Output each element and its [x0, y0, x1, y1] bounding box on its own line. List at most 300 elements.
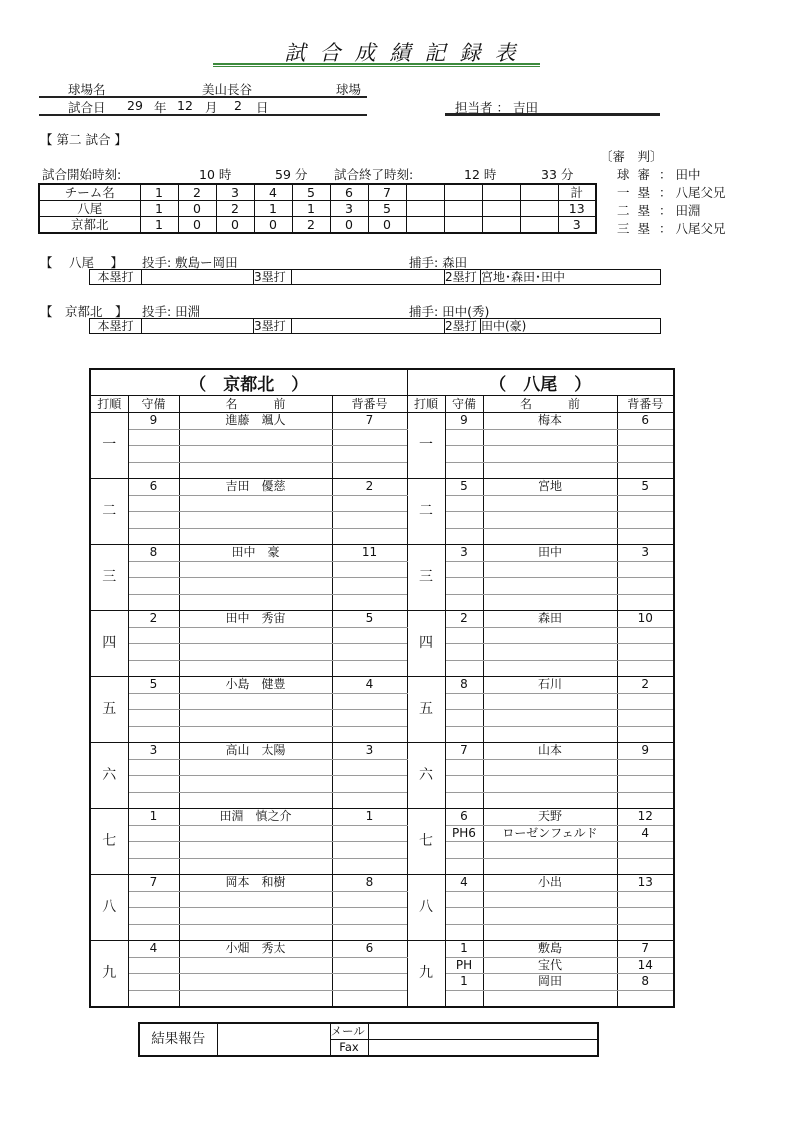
left-uniform-number: 7	[332, 413, 407, 430]
left-player-name: 小畑 秀太	[179, 941, 332, 958]
start-hour: 10 時	[199, 167, 232, 182]
left-player-name: 進藤 颯人	[179, 413, 332, 430]
right-uniform-number	[617, 528, 674, 545]
right-uniform-number: 4	[617, 825, 674, 842]
result-report	[138, 1022, 599, 1057]
lineup-subrow	[90, 891, 674, 908]
inning-score	[482, 217, 520, 234]
right-uniform-number	[617, 594, 674, 611]
left-player-name	[179, 825, 332, 842]
home-run-label: 本塁打	[90, 319, 142, 334]
inning-score: 1	[140, 201, 178, 217]
inning-header: 4	[254, 184, 292, 201]
right-uniform-number: 7	[617, 941, 674, 958]
right-player-name	[483, 660, 617, 677]
right-uniform-number	[617, 462, 674, 479]
left-position: 4	[128, 941, 179, 958]
col-position: 守備	[445, 396, 483, 413]
right-player-name: 石川	[483, 677, 617, 694]
batting-order: 五	[90, 677, 128, 743]
right-player-name	[483, 495, 617, 512]
inning-score: 2	[216, 201, 254, 217]
right-player-name	[483, 594, 617, 611]
right-position	[445, 495, 483, 512]
left-player-name	[179, 660, 332, 677]
left-uniform-number	[332, 759, 407, 776]
inning-score: 3	[330, 201, 368, 217]
inning-header: 2	[178, 184, 216, 201]
inning-score	[520, 201, 558, 217]
right-uniform-number: 3	[617, 545, 674, 562]
right-player-name	[483, 528, 617, 545]
manager-underline	[445, 113, 660, 116]
lineup-subrow	[90, 825, 674, 842]
right-position: 9	[445, 413, 483, 430]
right-uniform-number: 14	[617, 957, 674, 974]
inning-score: 0	[330, 217, 368, 234]
left-player-name: 田中 秀宙	[179, 611, 332, 628]
right-player-name	[483, 644, 617, 661]
left-player-name: 小島 健豊	[179, 677, 332, 694]
triple-value	[292, 270, 445, 285]
inning-score: 1	[292, 201, 330, 217]
right-uniform-number	[617, 495, 674, 512]
date-label: 試合日	[68, 100, 106, 115]
inning-score	[406, 201, 444, 217]
inning-header	[444, 184, 482, 201]
right-position: 3	[445, 545, 483, 562]
left-player-name	[179, 561, 332, 578]
right-uniform-number: 12	[617, 809, 674, 826]
start-minute: 59 分	[275, 167, 308, 182]
lineup-subrow	[90, 512, 674, 529]
right-uniform-number	[617, 710, 674, 727]
right-player-name	[483, 792, 617, 809]
right-position: PH	[445, 957, 483, 974]
double-value: 宮地･森田･田中	[481, 270, 661, 285]
batting-order: 七	[90, 809, 128, 875]
left-player-name	[179, 446, 332, 463]
left-player-name	[179, 462, 332, 479]
right-player-name	[483, 842, 617, 859]
lineup-subrow	[90, 545, 674, 562]
home-run-value	[142, 270, 254, 285]
umpires-title: 〔審 判〕	[600, 149, 663, 164]
left-uniform-number	[332, 644, 407, 661]
right-uniform-number	[617, 842, 674, 859]
left-uniform-number	[332, 792, 407, 809]
right-position: 7	[445, 743, 483, 760]
left-player-name	[179, 528, 332, 545]
left-position	[128, 792, 179, 809]
right-player-name	[483, 858, 617, 875]
batting-order: 八	[407, 875, 445, 941]
right-position	[445, 759, 483, 776]
left-position	[128, 891, 179, 908]
lineup-subrow	[90, 446, 674, 463]
col-number: 背番号	[617, 396, 674, 413]
right-team-header: （ 八尾 ）	[407, 369, 674, 396]
right-player-name: 梅本	[483, 413, 617, 430]
right-player-name	[483, 693, 617, 710]
left-uniform-number: 1	[332, 809, 407, 826]
inning-score: 1	[254, 201, 292, 217]
left-player-name: 岡本 和樹	[179, 875, 332, 892]
mail-label: メール	[330, 1023, 368, 1040]
batting-order: 六	[90, 743, 128, 809]
total-score: 3	[558, 217, 596, 234]
inning-score	[520, 217, 558, 234]
left-uniform-number	[332, 726, 407, 743]
right-player-name	[483, 446, 617, 463]
right-position	[445, 561, 483, 578]
end-hour: 12 時	[464, 167, 497, 182]
left-player-name	[179, 891, 332, 908]
lineup-subrow	[90, 726, 674, 743]
left-uniform-number	[332, 957, 407, 974]
left-position	[128, 825, 179, 842]
total-score: 13	[558, 201, 596, 217]
lineup-subrow	[90, 776, 674, 793]
right-player-name	[483, 776, 617, 793]
left-player-name	[179, 594, 332, 611]
inning-score	[482, 201, 520, 217]
left-uniform-number	[332, 594, 407, 611]
left-uniform-number: 3	[332, 743, 407, 760]
left-position	[128, 627, 179, 644]
inning-score	[406, 217, 444, 234]
umpire-name: ： 八尾父兄	[659, 185, 726, 200]
col-name: 名 前	[483, 396, 617, 413]
inning-score: 0	[254, 217, 292, 234]
lineup-subrow	[90, 495, 674, 512]
left-position	[128, 957, 179, 974]
date-day-unit: 日	[256, 100, 269, 115]
right-position	[445, 627, 483, 644]
right-player-name: 小出	[483, 875, 617, 892]
left-uniform-number	[332, 627, 407, 644]
left-player-name	[179, 644, 332, 661]
left-position: 8	[128, 545, 179, 562]
lineup-subrow	[90, 759, 674, 776]
right-player-name	[483, 990, 617, 1007]
col-name: 名 前	[179, 396, 332, 413]
batting-order: 四	[90, 611, 128, 677]
right-uniform-number: 5	[617, 479, 674, 496]
left-position: 1	[128, 809, 179, 826]
left-position	[128, 446, 179, 463]
triple-label: 3塁打	[254, 319, 292, 334]
right-player-name	[483, 512, 617, 529]
left-player-name: 高山 太陽	[179, 743, 332, 760]
hits-table	[89, 269, 661, 285]
right-position: 1	[445, 941, 483, 958]
left-player-name	[179, 908, 332, 925]
right-player-name: 岡田	[483, 974, 617, 991]
lineup-subrow	[90, 743, 674, 760]
inning-header: 5	[292, 184, 330, 201]
team-name: 京都北	[39, 217, 140, 234]
left-position	[128, 842, 179, 859]
ballpark-name: 美山長谷	[202, 82, 253, 97]
right-player-name	[483, 578, 617, 595]
right-player-name	[483, 726, 617, 743]
end-time-label: 試合終了時刻:	[334, 167, 414, 182]
date-year: 29	[127, 98, 143, 113]
right-uniform-number: 13	[617, 875, 674, 892]
right-uniform-number	[617, 726, 674, 743]
left-position: 3	[128, 743, 179, 760]
batting-order: 三	[407, 545, 445, 611]
right-uniform-number	[617, 858, 674, 875]
right-player-name: 山本	[483, 743, 617, 760]
left-position: 5	[128, 677, 179, 694]
umpire-role: 球 審	[617, 167, 652, 182]
lineup-subrow	[90, 990, 674, 1007]
left-player-name	[179, 842, 332, 859]
lineup-subrow	[90, 660, 674, 677]
right-position: 1	[445, 974, 483, 991]
inning-score: 0	[178, 201, 216, 217]
left-player-name	[179, 429, 332, 446]
right-position	[445, 792, 483, 809]
double-value: 田中(豪)	[481, 319, 661, 334]
date-year-unit: 年	[154, 100, 167, 115]
inning-header: 7	[368, 184, 406, 201]
triple-value	[292, 319, 445, 334]
left-uniform-number: 11	[332, 545, 407, 562]
fax-field[interactable]	[368, 1040, 598, 1057]
inning-score	[444, 201, 482, 217]
right-position	[445, 908, 483, 925]
left-position: 7	[128, 875, 179, 892]
lineup-subrow	[90, 611, 674, 628]
right-position	[445, 693, 483, 710]
batting-order: 八	[90, 875, 128, 941]
right-uniform-number	[617, 891, 674, 908]
right-player-name	[483, 924, 617, 941]
lineup-subrow	[90, 594, 674, 611]
left-position	[128, 776, 179, 793]
right-player-name: 宝代	[483, 957, 617, 974]
scoreboard-header	[39, 184, 596, 201]
total-header: 計	[558, 184, 596, 201]
title-underline	[213, 63, 540, 65]
left-uniform-number: 5	[332, 611, 407, 628]
left-position	[128, 644, 179, 661]
right-position	[445, 528, 483, 545]
col-order: 打順	[407, 396, 445, 413]
left-position	[128, 462, 179, 479]
right-uniform-number	[617, 429, 674, 446]
left-position	[128, 429, 179, 446]
right-position: 6	[445, 809, 483, 826]
left-uniform-number: 6	[332, 941, 407, 958]
inning-header	[482, 184, 520, 201]
batting-order: 一	[407, 413, 445, 479]
fax-label: Fax	[330, 1040, 368, 1057]
left-uniform-number	[332, 528, 407, 545]
left-player-name	[179, 578, 332, 595]
batting-order: 二	[90, 479, 128, 545]
lineup-subrow	[90, 710, 674, 727]
left-player-name	[179, 710, 332, 727]
lineup-subrow	[90, 957, 674, 974]
left-position	[128, 528, 179, 545]
left-player-name	[179, 759, 332, 776]
title-underline-2	[213, 66, 540, 67]
right-player-name: 田中	[483, 545, 617, 562]
report-value[interactable]	[217, 1023, 330, 1056]
scoreboard-row	[39, 201, 596, 217]
right-uniform-number	[617, 644, 674, 661]
left-position	[128, 858, 179, 875]
batting-order: 三	[90, 545, 128, 611]
right-uniform-number	[617, 776, 674, 793]
left-position: 6	[128, 479, 179, 496]
batting-order: 六	[407, 743, 445, 809]
lineup-subrow	[90, 627, 674, 644]
right-position: 5	[445, 479, 483, 496]
left-uniform-number	[332, 842, 407, 859]
inning-header: 3	[216, 184, 254, 201]
team-name: 八尾	[39, 201, 140, 217]
right-position	[445, 429, 483, 446]
left-uniform-number	[332, 462, 407, 479]
left-player-name	[179, 792, 332, 809]
left-uniform-number	[332, 776, 407, 793]
left-uniform-number	[332, 578, 407, 595]
lineup-subrow	[90, 644, 674, 661]
right-player-name	[483, 710, 617, 727]
lineup-subrow	[90, 462, 674, 479]
scoreboard-row	[39, 217, 596, 234]
inning-score: 0	[216, 217, 254, 234]
report-label: 結果報告	[139, 1023, 217, 1056]
right-position: PH6	[445, 825, 483, 842]
lineup-subrow	[90, 974, 674, 991]
batting-order: 五	[407, 677, 445, 743]
right-uniform-number	[617, 693, 674, 710]
lineup-subrow	[90, 528, 674, 545]
left-player-name	[179, 495, 332, 512]
right-player-name	[483, 891, 617, 908]
catcher: 捕手: 森田	[409, 255, 468, 270]
date-day: 2	[234, 98, 242, 113]
double-label: 2塁打	[445, 319, 481, 334]
batting-order: 七	[407, 809, 445, 875]
left-uniform-number	[332, 974, 407, 991]
start-time-label: 試合開始時刻:	[42, 167, 122, 182]
inning-score: 0	[178, 217, 216, 234]
left-uniform-number	[332, 858, 407, 875]
manager-label: 担当者 ： 吉田	[455, 100, 538, 115]
left-uniform-number	[332, 924, 407, 941]
right-position	[445, 462, 483, 479]
right-uniform-number	[617, 446, 674, 463]
inning-header: 1	[140, 184, 178, 201]
left-uniform-number	[332, 825, 407, 842]
right-position	[445, 726, 483, 743]
left-player-name	[179, 776, 332, 793]
col-order: 打順	[90, 396, 128, 413]
home-run-value	[142, 319, 254, 334]
right-uniform-number	[617, 578, 674, 595]
right-player-name: 敷島	[483, 941, 617, 958]
umpire-role: 一 塁	[617, 185, 652, 200]
umpire-role: 二 塁	[617, 203, 652, 218]
hits-row	[90, 270, 661, 285]
left-player-name	[179, 990, 332, 1007]
left-position	[128, 594, 179, 611]
umpire-name: ： 八尾父兄	[659, 221, 726, 236]
right-position	[445, 446, 483, 463]
team-header: チーム名	[39, 184, 140, 201]
lineup-subrow	[90, 693, 674, 710]
inning-score: 0	[368, 217, 406, 234]
right-position: 2	[445, 611, 483, 628]
left-uniform-number	[332, 990, 407, 1007]
date-month-unit: 月	[205, 100, 218, 115]
lineup-subrow	[90, 479, 674, 496]
left-position	[128, 578, 179, 595]
left-player-name	[179, 957, 332, 974]
left-player-name	[179, 726, 332, 743]
lineup-subrow	[90, 561, 674, 578]
left-uniform-number	[332, 908, 407, 925]
left-position	[128, 726, 179, 743]
end-minute: 33 分	[541, 167, 574, 182]
left-uniform-number: 4	[332, 677, 407, 694]
batting-order: 九	[407, 941, 445, 1008]
right-uniform-number: 10	[617, 611, 674, 628]
left-position	[128, 561, 179, 578]
right-uniform-number: 8	[617, 974, 674, 991]
batting-order: 四	[407, 611, 445, 677]
lineup-subrow	[90, 677, 674, 694]
mail-field[interactable]	[368, 1023, 598, 1040]
right-position	[445, 776, 483, 793]
lineup-subrow	[90, 858, 674, 875]
left-position	[128, 710, 179, 727]
right-uniform-number	[617, 924, 674, 941]
batting-order: 二	[407, 479, 445, 545]
right-player-name: 天野	[483, 809, 617, 826]
lineup-subrow	[90, 924, 674, 941]
lineup-subrow	[90, 842, 674, 859]
left-position	[128, 512, 179, 529]
inning-header	[406, 184, 444, 201]
col-position: 守備	[128, 396, 179, 413]
left-player-name: 田中 豪	[179, 545, 332, 562]
hits-table	[89, 318, 661, 334]
left-player-name	[179, 924, 332, 941]
right-position	[445, 512, 483, 529]
lineup-table	[89, 368, 675, 1008]
right-uniform-number	[617, 627, 674, 644]
lineup-subrow	[90, 809, 674, 826]
right-uniform-number: 2	[617, 677, 674, 694]
left-player-name	[179, 858, 332, 875]
left-player-name	[179, 974, 332, 991]
inning-score: 1	[140, 217, 178, 234]
left-uniform-number: 8	[332, 875, 407, 892]
team-label: 【 京都北 】	[40, 304, 128, 319]
right-position	[445, 990, 483, 1007]
left-position	[128, 660, 179, 677]
scoreboard	[38, 183, 597, 234]
left-uniform-number	[332, 429, 407, 446]
